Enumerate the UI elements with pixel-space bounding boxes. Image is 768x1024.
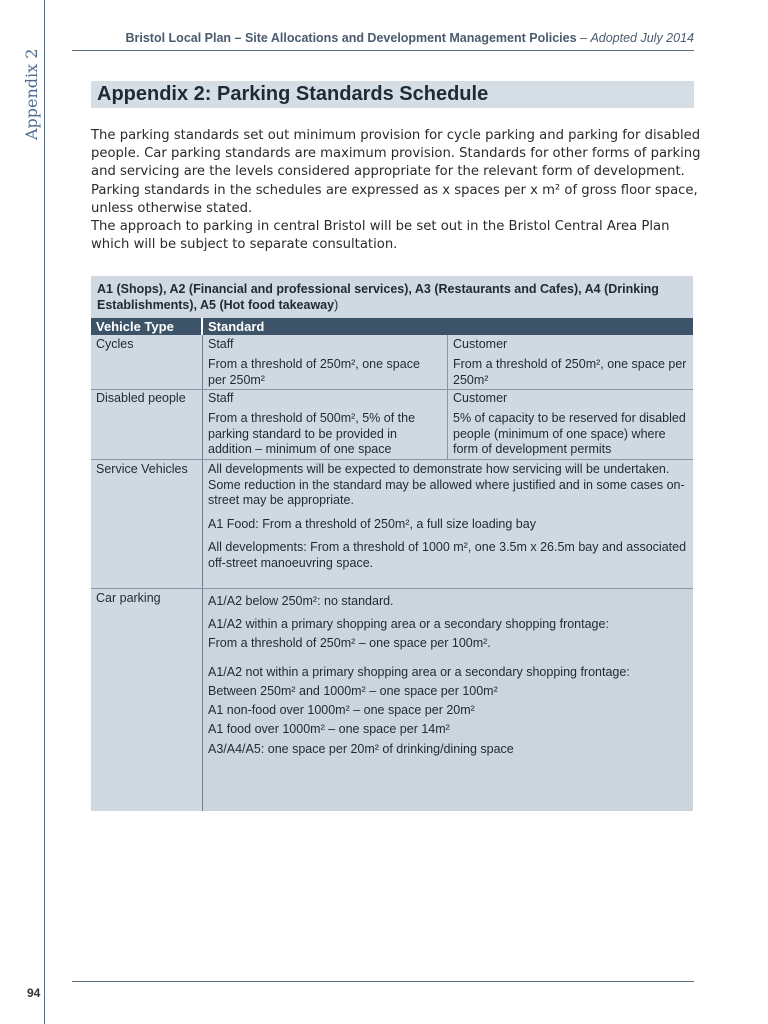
car-text-6: A1 non-food over 1000m² – one space per 20m² (208, 703, 475, 717)
table-caption (91, 276, 693, 318)
car-text-1: A1/A2 below 250m²: no standard. (208, 594, 394, 608)
service-text-3: All developments: From a threshold of 1000 m², one 3.5m x 26.5m bay and associated off-street manoeuvring space. (208, 540, 687, 570)
car-text-5: Between 250m² and 1000m² – one space per 100m² (208, 684, 498, 698)
footer-rule (72, 981, 694, 982)
disabled-customer-text: 5% of capacity to be reserved for disabled people (minimum of one space) where form of development permits (453, 411, 686, 456)
cycles-customer-text: From a threshold of 250m², one space per 250m² (453, 357, 687, 387)
header-separator: – (576, 31, 591, 45)
service-text-1: All developments will be expected to demonstrate how servicing will be undertaken. Some reduction in the standard may be allowed where justified and in some cases on-street may be appropriate. (208, 462, 685, 507)
running-header (72, 31, 694, 45)
row-service-type: Service Vehicles (96, 462, 188, 476)
row-divider (91, 459, 693, 460)
disabled-customer-label: Customer (453, 391, 508, 405)
cycles-staff-text: From a threshold of 250m², one space per 250m² (208, 357, 420, 387)
car-text-4: A1/A2 not within a primary shopping area or a secondary shopping frontage: (208, 665, 630, 679)
column-divider (202, 335, 203, 590)
left-margin-rule (44, 0, 45, 1024)
car-text-2: A1/A2 within a primary shopping area or a secondary shopping frontage: (208, 617, 609, 631)
car-text-3: From a threshold of 250m² – one space per 100m². (208, 636, 491, 650)
page-title: Appendix 2: Parking Standards Schedule (97, 83, 489, 105)
header-adopted-date: Adopted July 2014 (590, 31, 694, 45)
header-title: Bristol Local Plan – Site Allocations and Development Management Policies (125, 31, 577, 45)
row-cycles-type: Cycles (96, 337, 134, 351)
cycles-mid-divider (447, 335, 448, 390)
car-text-8: A3/A4/A5: one space per 20m² of drinking/dining space (208, 742, 514, 756)
intro-text (91, 127, 701, 254)
row-divider (91, 389, 693, 390)
service-text-2: A1 Food: From a threshold of 250m², a full size loading bay (208, 517, 536, 531)
row-disabled-type: Disabled people (96, 391, 186, 405)
row-car-type: Car parking (96, 591, 161, 605)
side-label-text: Appendix 2 (22, 48, 41, 140)
disabled-mid-divider (447, 390, 448, 460)
cycles-customer-label: Customer (453, 337, 508, 351)
table-caption-bold: A1 (Shops), A2 (Financial and professional services), A3 (Restaurants and Cafes), A4 (Drinking Establishments), A5 (Hot food takeaway (97, 282, 659, 312)
disabled-staff-text: From a threshold of 500m², 5% of the parking standard to be provided in addition – minimum of one space (208, 411, 416, 456)
intro-paragraph-1: The parking standards set out minimum provision for cycle parking and parking for disabled people. Car parking standards are maximum provision. Standards for other forms of parking and servicing are the levels considered appropriate for the relevant form of development. Parking standards in the schedules are expressed as x spaces per x m² of gross floor space, unless otherwise stated. (91, 128, 701, 216)
title-bar (91, 81, 694, 108)
table-caption-close: ) (334, 298, 339, 312)
header-rule (72, 50, 694, 51)
table-header-row (91, 318, 693, 335)
page-number: 94 (27, 986, 41, 1000)
disabled-staff-label: Staff (208, 391, 234, 405)
parking-schedule-table (91, 276, 693, 811)
header-standard: Standard (208, 319, 265, 334)
header-divider (201, 318, 203, 335)
car-text-7: A1 food over 1000m² – one space per 14m² (208, 722, 450, 736)
header-vehicle-type: Vehicle Type (96, 319, 174, 334)
cycles-staff-label: Staff (208, 337, 234, 351)
row-divider (91, 588, 693, 589)
intro-paragraph-2: The approach to parking in central Bristol will be set out in the Bristol Central Area Plan which will be subject to separate consultation. (91, 219, 670, 253)
column-divider-car (202, 589, 203, 811)
